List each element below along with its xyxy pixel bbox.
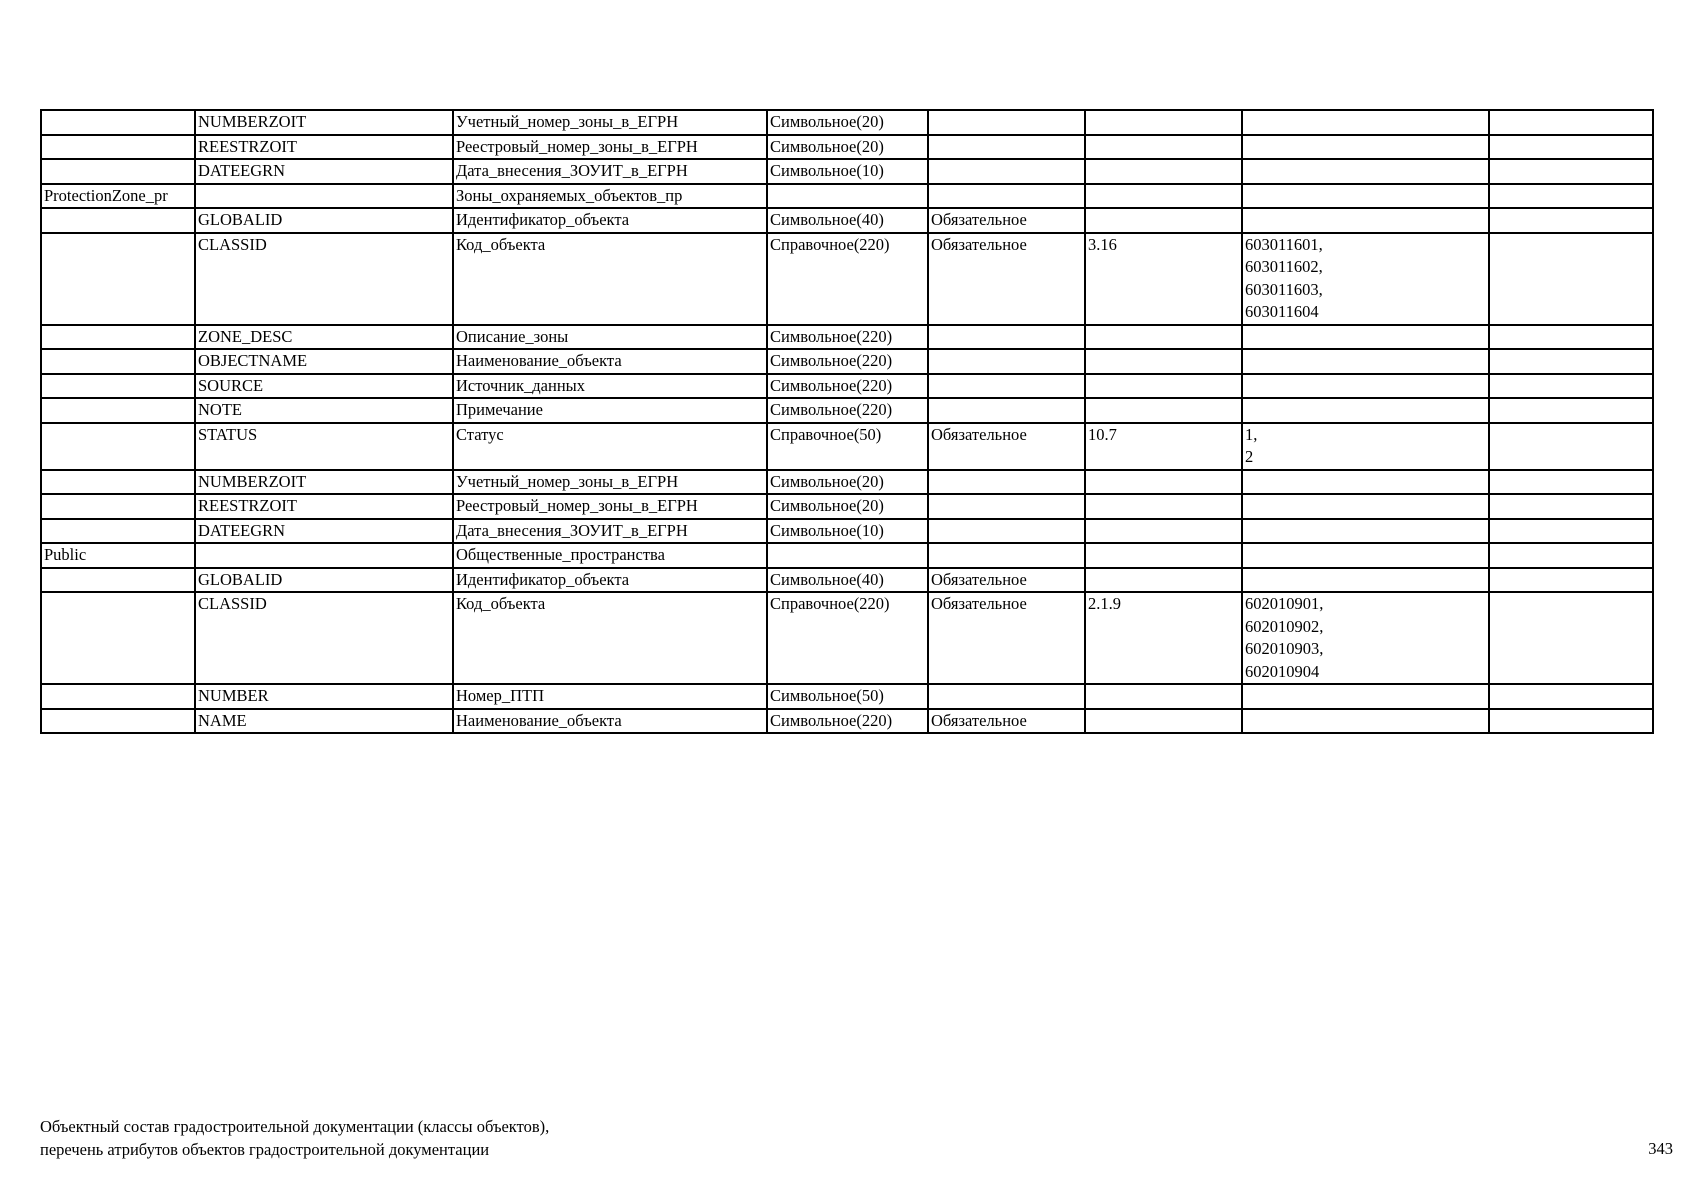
table-cell: OBJECTNAME — [195, 349, 453, 374]
table-cell — [1489, 494, 1653, 519]
table-cell: 2.1.9 — [1085, 592, 1242, 684]
table-cell — [1085, 349, 1242, 374]
table-cell — [195, 543, 453, 568]
table-cell: NUMBERZOIT — [195, 110, 453, 135]
table-cell: ZONE_DESC — [195, 325, 453, 350]
table-cell — [1489, 423, 1653, 470]
table-cell — [1489, 159, 1653, 184]
table-cell — [1489, 684, 1653, 709]
table-cell — [928, 349, 1085, 374]
table-cell: Символьное(10) — [767, 519, 928, 544]
table-cell — [1085, 135, 1242, 160]
table-cell: Символьное(220) — [767, 349, 928, 374]
table-cell: Обязательное — [928, 233, 1085, 325]
table-cell — [1489, 349, 1653, 374]
table-cell: GLOBALID — [195, 208, 453, 233]
table-cell: Символьное(20) — [767, 494, 928, 519]
table-cell: NAME — [195, 709, 453, 734]
table-cell — [41, 519, 195, 544]
table-cell: Справочное(220) — [767, 233, 928, 325]
table-cell: REESTRZOIT — [195, 135, 453, 160]
page-number: 343 — [1648, 1139, 1673, 1158]
table-cell: GLOBALID — [195, 568, 453, 593]
table-cell: NOTE — [195, 398, 453, 423]
table-cell: 603011601, 603011602, 603011603, 603011604 — [1242, 233, 1489, 325]
table-cell: DATEEGRN — [195, 159, 453, 184]
table-cell: Символьное(220) — [767, 709, 928, 734]
table-cell: Обязательное — [928, 709, 1085, 734]
footer-line-2: перечень атрибутов объектов градостроительной документации — [40, 1140, 490, 1159]
table-row — [41, 398, 1653, 423]
table-cell — [1085, 110, 1242, 135]
table-cell — [1085, 568, 1242, 593]
table-cell — [41, 684, 195, 709]
table-cell — [928, 543, 1085, 568]
table-cell: Описание_зоны — [453, 325, 767, 350]
table-cell: Справочное(50) — [767, 423, 928, 470]
table-row — [41, 159, 1653, 184]
table-cell — [928, 470, 1085, 495]
table-cell: Код_объекта — [453, 233, 767, 325]
table-cell: Обязательное — [928, 592, 1085, 684]
table-cell: STATUS — [195, 423, 453, 470]
table-cell — [1242, 470, 1489, 495]
table-cell: 602010901, 602010902, 602010903, 602010904 — [1242, 592, 1489, 684]
table-row — [41, 470, 1653, 495]
table-cell: 1, 2 — [1242, 423, 1489, 470]
table-cell: Учетный_номер_зоны_в_ЕГРН — [453, 110, 767, 135]
table-cell: 3.16 — [1085, 233, 1242, 325]
table-cell — [1242, 159, 1489, 184]
table-cell: Общественные_пространства — [453, 543, 767, 568]
table-row — [41, 568, 1653, 593]
table-cell — [41, 374, 195, 399]
table-cell: Обязательное — [928, 568, 1085, 593]
table-row — [41, 684, 1653, 709]
table-cell — [928, 110, 1085, 135]
table-cell: Примечание — [453, 398, 767, 423]
table-cell: Обязательное — [928, 423, 1085, 470]
table-cell — [1242, 110, 1489, 135]
table-cell — [928, 135, 1085, 160]
table-cell: NUMBERZOIT — [195, 470, 453, 495]
table-cell: Public — [41, 543, 195, 568]
table-cell — [1085, 494, 1242, 519]
table-cell — [1242, 325, 1489, 350]
table-cell — [928, 159, 1085, 184]
table-row — [41, 592, 1653, 684]
table-cell: Символьное(220) — [767, 325, 928, 350]
table-cell — [928, 325, 1085, 350]
table-cell — [1242, 494, 1489, 519]
table-cell — [41, 423, 195, 470]
table-cell — [1242, 684, 1489, 709]
table-cell — [41, 233, 195, 325]
table-cell — [1489, 398, 1653, 423]
table-row — [41, 374, 1653, 399]
attributes-table — [40, 109, 1654, 734]
table-cell — [928, 684, 1085, 709]
table-cell — [767, 543, 928, 568]
table-cell — [1085, 184, 1242, 209]
table-cell — [1085, 684, 1242, 709]
table-row — [41, 709, 1653, 734]
table-row — [41, 208, 1653, 233]
table-cell — [1489, 325, 1653, 350]
table-cell: Символьное(220) — [767, 398, 928, 423]
footer-line-1: Объектный состав градостроительной документации (классы объектов), — [40, 1117, 550, 1136]
table-cell — [1489, 110, 1653, 135]
table-cell — [1242, 709, 1489, 734]
table-cell: Обязательное — [928, 208, 1085, 233]
table-cell — [1085, 543, 1242, 568]
table-body — [41, 110, 1653, 733]
table-cell — [41, 592, 195, 684]
table-cell — [1489, 592, 1653, 684]
table-cell — [1085, 374, 1242, 399]
page-footer — [40, 1115, 549, 1161]
table-cell: Дата_внесения_ЗОУИТ_в_ЕГРН — [453, 159, 767, 184]
table-cell — [1085, 709, 1242, 734]
table-cell — [1489, 374, 1653, 399]
table-cell — [41, 398, 195, 423]
table-cell — [1085, 470, 1242, 495]
table-cell: Код_объекта — [453, 592, 767, 684]
table-cell — [1489, 519, 1653, 544]
table-cell: Символьное(20) — [767, 135, 928, 160]
table-cell — [1489, 233, 1653, 325]
table-cell — [1489, 184, 1653, 209]
table-row — [41, 349, 1653, 374]
table-cell: REESTRZOIT — [195, 494, 453, 519]
table-cell — [1242, 374, 1489, 399]
table-cell — [767, 184, 928, 209]
table-row — [41, 110, 1653, 135]
table-cell: Символьное(50) — [767, 684, 928, 709]
table-cell — [41, 568, 195, 593]
table-cell: Реестровый_номер_зоны_в_ЕГРН — [453, 135, 767, 160]
table-cell: Учетный_номер_зоны_в_ЕГРН — [453, 470, 767, 495]
table-cell — [1242, 135, 1489, 160]
table-cell — [41, 208, 195, 233]
table-cell — [41, 110, 195, 135]
table-row — [41, 543, 1653, 568]
table-cell: Символьное(40) — [767, 208, 928, 233]
table-row — [41, 184, 1653, 209]
table-cell: NUMBER — [195, 684, 453, 709]
table-cell: Идентификатор_объекта — [453, 568, 767, 593]
table-cell — [1242, 398, 1489, 423]
table-cell: CLASSID — [195, 233, 453, 325]
table-cell: Справочное(220) — [767, 592, 928, 684]
table-cell — [928, 494, 1085, 519]
table-cell — [1242, 208, 1489, 233]
table-cell: Зоны_охраняемых_объектов_пр — [453, 184, 767, 209]
table-row — [41, 423, 1653, 470]
table-row — [41, 494, 1653, 519]
table-cell — [928, 398, 1085, 423]
table-cell: Символьное(220) — [767, 374, 928, 399]
table-cell: Символьное(20) — [767, 110, 928, 135]
table-cell: Наименование_объекта — [453, 349, 767, 374]
table-cell — [1085, 398, 1242, 423]
table-row — [41, 233, 1653, 325]
table-cell: Статус — [453, 423, 767, 470]
table-cell — [1085, 159, 1242, 184]
table-cell: Дата_внесения_ЗОУИТ_в_ЕГРН — [453, 519, 767, 544]
table-cell: ProtectionZone_pr — [41, 184, 195, 209]
table-cell — [1242, 349, 1489, 374]
table-cell: Символьное(10) — [767, 159, 928, 184]
table-cell — [1489, 208, 1653, 233]
table-cell — [928, 519, 1085, 544]
table-cell: Реестровый_номер_зоны_в_ЕГРН — [453, 494, 767, 519]
table-cell — [1085, 519, 1242, 544]
table-cell: Символьное(40) — [767, 568, 928, 593]
table-row — [41, 135, 1653, 160]
table-cell — [41, 709, 195, 734]
table-cell: SOURCE — [195, 374, 453, 399]
table-cell: Символьное(20) — [767, 470, 928, 495]
table-cell — [41, 325, 195, 350]
table-cell: Источник_данных — [453, 374, 767, 399]
table-cell — [195, 184, 453, 209]
table-cell — [1242, 184, 1489, 209]
table-cell — [1489, 709, 1653, 734]
table-cell: Идентификатор_объекта — [453, 208, 767, 233]
table-cell — [1242, 568, 1489, 593]
table-cell: Номер_ПТП — [453, 684, 767, 709]
table-cell — [1085, 325, 1242, 350]
table-cell — [41, 494, 195, 519]
table-cell — [1489, 470, 1653, 495]
table-cell — [928, 374, 1085, 399]
table-cell: 10.7 — [1085, 423, 1242, 470]
table-cell — [41, 135, 195, 160]
table-cell — [1242, 519, 1489, 544]
table-row — [41, 519, 1653, 544]
table-cell — [1489, 543, 1653, 568]
table-cell — [41, 349, 195, 374]
table-cell — [928, 184, 1085, 209]
table-cell — [1085, 208, 1242, 233]
table-cell — [41, 470, 195, 495]
table-cell — [1489, 135, 1653, 160]
table-cell — [1242, 543, 1489, 568]
table-cell: DATEEGRN — [195, 519, 453, 544]
table-cell — [41, 159, 195, 184]
table-cell — [1489, 568, 1653, 593]
table-row — [41, 325, 1653, 350]
table-cell: Наименование_объекта — [453, 709, 767, 734]
table-cell: CLASSID — [195, 592, 453, 684]
